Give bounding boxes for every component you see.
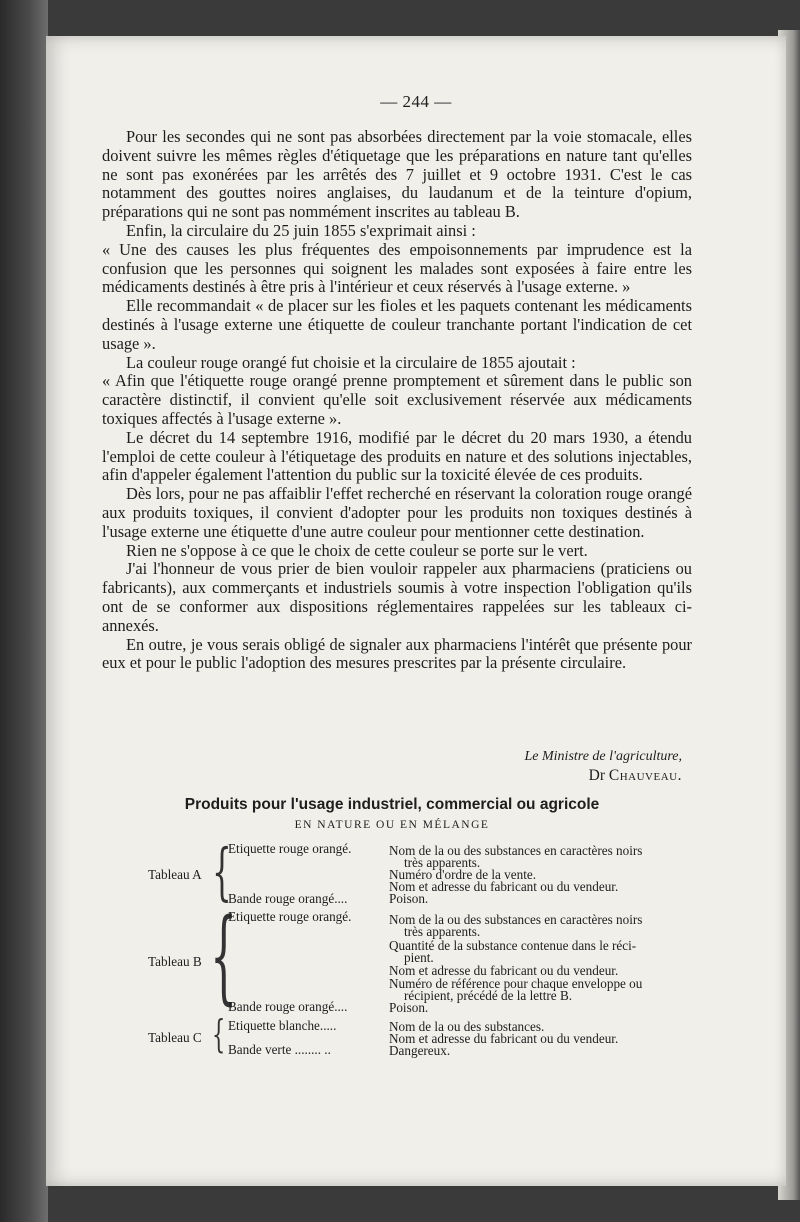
signatory-surname: Chauveau.: [608, 767, 682, 784]
table-a-item: Nom et adresse du fabricant ou du vendeur.: [389, 879, 619, 894]
paragraph: Elle recommandait « de placer sur les fioles et les paquets contenant les médicaments destinés à l'usage externe une étiquette de couleur tranchante portant l'indication de cet usage ».: [102, 296, 692, 353]
table-c-item: Dangereux.: [389, 1043, 451, 1058]
table-c-left-label-2: Bande verte ........ ..: [228, 1042, 331, 1057]
table-c-left-label-1: Etiquette blanche.....: [228, 1018, 337, 1033]
brace-icon: {: [212, 1012, 226, 1056]
table-c-item: Nom et adresse du fabricant ou du vendeur.: [389, 1031, 619, 1046]
table-a-left-label-1: Etiquette rouge orangé.: [228, 841, 352, 856]
table-b-item: très apparents.: [404, 924, 481, 939]
table-a-item: Numéro d'ordre de la vente.: [389, 867, 537, 882]
table-a-label: Tableau A: [148, 867, 202, 882]
minister-title: Le Ministre de l'agriculture,: [524, 749, 682, 764]
paragraph: Le décret du 14 septembre 1916, modifié par le décret du 20 mars 1930, a étendu l'emploi de cette couleur à l'étiquetage des produits en nature et des solutions injectables, afin d'appeler également l'attention du public sur la toxicité élevée de ces produits.: [102, 427, 692, 485]
paragraph: Enfin, la circulaire du 25 juin 1855 s'exprimait ainsi :: [126, 220, 476, 240]
table-b-item: Nom de la ou des substances en caractères noirs: [389, 912, 643, 927]
scan-background-left: [0, 0, 48, 1222]
paragraph: En outre, je vous serais obligé de signaler aux pharmaciens l'intérêt que présente pour eux et pour le public l'adoption des mesures prescrites par la présente circulaire.: [102, 634, 692, 673]
table-b-left-label-2: Bande rouge orangé....: [228, 999, 348, 1014]
table-b-item: Nom et adresse du fabricant ou du vendeur.: [389, 963, 619, 978]
table-a-item: très apparents.: [404, 855, 481, 870]
signatory-name: [102, 766, 682, 786]
table-a-left-label-2: Bande rouge orangé....: [228, 891, 348, 906]
quote-paragraph: « Une des causes les plus fréquentes des empoisonnements par imprudence est la confusion que les personnes qui soignent les malades sont exposées à faire entre les médicaments destinés à être pris à l'intérieur et ceux réservés à l'usage externe. »: [102, 239, 692, 297]
brace-icon: {: [210, 897, 238, 1016]
signatory-title: Dr: [588, 767, 606, 784]
paragraph: La couleur rouge orangé fut choisie et la circulaire de 1855 ajoutait :: [126, 352, 576, 372]
quote-paragraph: « Afin que l'étiquette rouge orangé prenne promptement et sûrement dans le public son caractère distinctif, il convient qu'elle soit exclusivement réservée aux médicaments toxiques affectés à l'usage externe ».: [102, 371, 692, 428]
table-b-item: récipient, précédé de la lettre B.: [404, 988, 573, 1003]
section-title: Produits pour l'usage industriel, commercial ou agricole: [184, 796, 600, 813]
table-a-item: Poison.: [389, 891, 429, 906]
table-b-left-label-1: Etiquette rouge orangé.: [228, 909, 352, 924]
paragraph: Rien ne s'oppose à ce que le choix de cette couleur se porte sur le vert.: [126, 540, 588, 560]
table-b-label: Tableau B: [148, 954, 202, 969]
page-number: — 244 —: [380, 92, 452, 111]
body-text: [102, 128, 692, 673]
signature-block: [102, 748, 682, 786]
table-b-item: Poison.: [389, 1000, 429, 1015]
table-c-item: Nom de la ou des substances.: [389, 1019, 545, 1034]
paragraph: J'ai l'honneur de vous prier de bien vouloir rappeler aux pharmaciens (praticiens ou fabricants), aux commerçants et industriels soumis à votre inspection l'obligation qu'ils ont de se conformer aux dispositions réglementaires rappelées sur les tableaux ci-annexés.: [102, 559, 692, 635]
table-b-item: Quantité de la substance contenue dans le réci-: [389, 938, 637, 953]
table-c-label: Tableau C: [148, 1030, 202, 1045]
table-b-item: pient.: [404, 950, 434, 965]
brace-icon: {: [212, 835, 232, 908]
table-a-item: Nom de la ou des substances en caractères noirs: [389, 843, 643, 858]
table-b-item: Numéro de référence pour chaque enveloppe ou: [389, 976, 643, 991]
section-subtitle: EN NATURE OU EN MÉLANGE: [294, 819, 490, 831]
paragraph: Dès lors, pour ne pas affaiblir l'effet recherché en réservant la coloration rouge orangé aux produits toxiques, il convient d'adopter pour les produits non toxiques destinés à l'usage externe une étiquette d'une autre couleur pour mentionner cette destination.: [102, 484, 692, 541]
paragraph: Pour les secondes qui ne sont pas absorbées directement par la voie stomacale, elles doivent suivre les mêmes règles d'étiquetage que les préparations en nature tant qu'elles ne sont pas exonérées par les arrêtés des 7 juillet et 9 octobre 1931. C'est le cas notamment des gouttes noires anglaises, du laudanum et de la teinture d'opium, préparations qui ne sont pas nommément inscrites au tableau B.: [102, 127, 692, 222]
